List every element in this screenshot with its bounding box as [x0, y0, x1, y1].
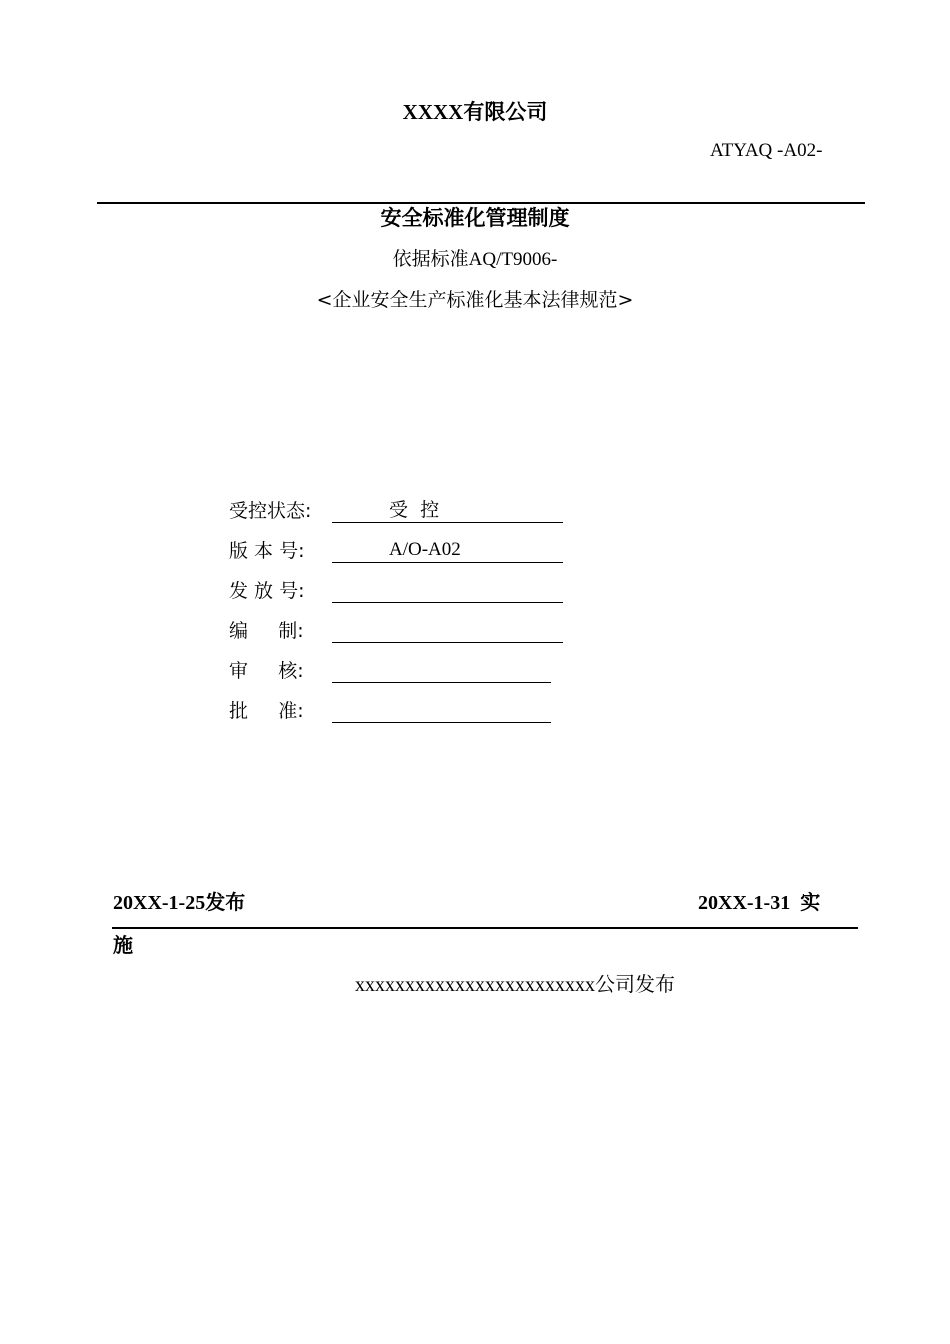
company-name-latin: XXXX	[402, 100, 464, 124]
field-underline	[332, 698, 551, 723]
document-subtitle: <企业安全生产标准化基本法律规范>	[316, 289, 634, 311]
field-label: 发 放 号:	[229, 580, 305, 602]
company-title	[0, 96, 950, 126]
company-name-cjk: 有限公司	[463, 100, 548, 124]
effective-date-value: 20XX-1-31	[698, 892, 791, 914]
field-approved-by	[229, 693, 551, 723]
field-label: 审 核:	[229, 660, 304, 682]
field-issue-number	[229, 573, 563, 603]
publisher-name-cjk: 公司发布	[595, 972, 675, 996]
field-reviewed-by	[229, 653, 551, 683]
document-title: 安全标准化管理制度	[380, 206, 570, 230]
field-underline	[332, 618, 563, 643]
effective-label-tail: 施	[113, 933, 133, 957]
release-label: 发布	[205, 890, 246, 914]
field-underline	[332, 498, 563, 523]
field-label: 编 制:	[229, 620, 304, 642]
field-underline	[332, 578, 563, 603]
field-label: 受控状态:	[229, 500, 312, 522]
field-label: 批 准:	[229, 700, 304, 722]
basis-prefix: 依据标准	[392, 248, 469, 270]
field-underline	[332, 658, 551, 683]
document-code: ATYAQ -A02-	[710, 140, 823, 161]
basis-standard-code: AQ/T9006-	[468, 249, 558, 270]
footer-divider	[112, 927, 858, 929]
field-prepared-by	[229, 613, 563, 643]
effective-date	[698, 886, 820, 915]
field-value: 受 控	[389, 499, 440, 521]
field-underline	[332, 538, 563, 563]
field-value: A/O-A02	[389, 539, 461, 560]
publisher-line	[0, 968, 950, 997]
field-version-number	[229, 533, 563, 563]
publisher-name-latin: xxxxxxxxxxxxxxxxxxxxxxxx	[355, 974, 595, 996]
document-basis	[0, 244, 950, 271]
field-control-status	[229, 493, 563, 523]
release-date	[113, 886, 245, 915]
effective-label-head: 实	[800, 890, 821, 914]
field-label: 版 本 号:	[229, 540, 305, 562]
release-date-value: 20XX-1-25	[113, 892, 206, 914]
